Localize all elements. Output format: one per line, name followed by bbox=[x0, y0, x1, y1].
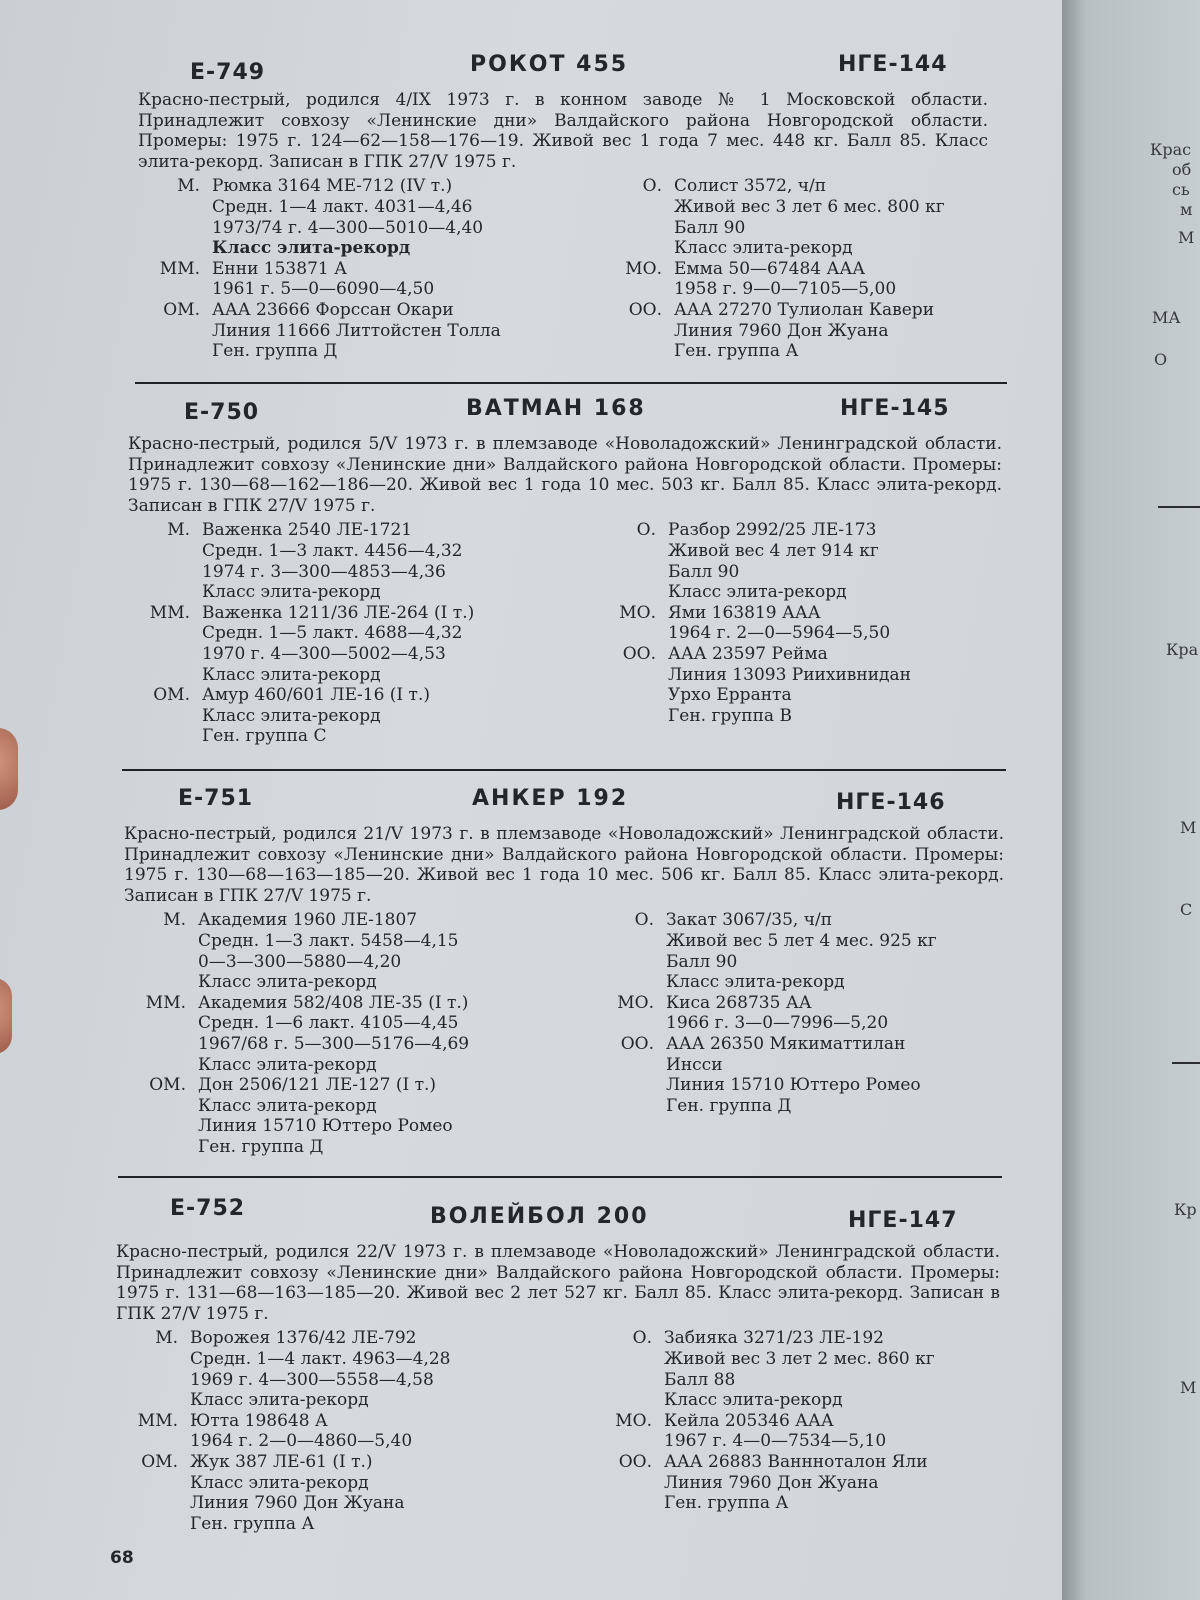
entry-e752 bbox=[116, 1196, 1002, 1543]
entry-e750 bbox=[128, 396, 1004, 745]
pedigree-oo: ОО. ААА 27270 Тулиолан Кавери Линия 7960 Дон Жуана Ген. группа А bbox=[628, 299, 935, 362]
pedigree-sire-side bbox=[590, 1328, 1000, 1513]
pedigree-mo: МО. Кейла 205346 ААА 1967 г. 4—0—7534—5,10 bbox=[615, 1410, 887, 1452]
facing-rule bbox=[1172, 1062, 1200, 1064]
pedigree-m: М. Ворожея 1376/42 ЛЕ-792 Средн. 1—4 лакт. 4963—4,28 1969 г. 4—300—5558—4,58 Класс элита-рекорд bbox=[155, 1328, 451, 1411]
pedigree-sire-side bbox=[600, 176, 1000, 361]
pedigree-mo: МО. Емма 50—67484 ААА 1958 г. 9—0—7105—5,00 bbox=[625, 258, 897, 300]
pedigree-mo: МО. Ями 163819 ААА 1964 г. 2—0—5964—5,50 bbox=[619, 602, 891, 644]
facing-text-fragment: С bbox=[1180, 900, 1193, 919]
entry-name: ВОЛЕЙБОЛ 200 bbox=[430, 1204, 649, 1229]
entry-description: Красно-пестрый, родился 22/V 1973 г. в племзаводе «Новоладожский» Ленинградской области. Принадлежит совхозу «Ленинские дни» Валдайского района Новгородской области. Промеры: 1975 г. 131—68—163—185—20. Живой вес 2 лет 527 кг. Балл 85. Класс элита-рекорд. Записан в ГПК 27/V 1975 г. bbox=[116, 1242, 1000, 1324]
pedigree-mm: ММ. Енни 153871 А 1961 г. 5—0—6090—4,50 bbox=[159, 258, 435, 300]
finger bbox=[0, 728, 18, 810]
entry-code: Е-751 bbox=[178, 786, 254, 811]
entry-header bbox=[128, 396, 1004, 434]
pedigree-om: ОМ. Дон 2506/121 ЛЕ-127 (I т.) Класс элита-рекорд Линия 15710 Юттеро Ромео Ген. группа Д bbox=[149, 1075, 453, 1157]
facing-text-fragment: М bbox=[1178, 228, 1195, 247]
finger bbox=[0, 978, 12, 1054]
pedigree-o: О. Закат 3067/35, ч/п Живой вес 5 лет 4 мес. 925 кг Балл 90 Класс элита-рекорд bbox=[634, 910, 937, 993]
facing-text-fragment: об bbox=[1172, 160, 1192, 179]
pedigree-o: О. Разбор 2992/25 ЛЕ-173 Живой вес 4 лет 914 кг Балл 90 Класс элита-рекорд bbox=[636, 520, 879, 603]
entry-code: Е-752 bbox=[170, 1196, 246, 1221]
pedigree bbox=[128, 520, 1004, 745]
facing-rule bbox=[1158, 506, 1200, 508]
entry-header bbox=[138, 52, 1008, 90]
facing-text-fragment: сь bbox=[1172, 180, 1190, 199]
entry-e751 bbox=[124, 786, 1004, 1160]
entry-header bbox=[116, 1196, 1002, 1234]
pedigree-mm: ММ. Важенка 1211/36 ЛЕ-264 (I т.) Средн. 1—5 лакт. 4688—4,32 1970 г. 4—300—5002—4,53 Класс элита-рекорд bbox=[149, 602, 475, 685]
pedigree-om: ОМ. Жук 387 ЛЕ-61 (I т.) Класс элита-рекорд Линия 7960 Дон Жуана Ген. группа А bbox=[141, 1451, 405, 1534]
pedigree-om: ОМ. Амур 460/601 ЛЕ-16 (I т.) Класс элита-рекорд Ген. группа С bbox=[153, 685, 430, 747]
entry-separator bbox=[118, 1176, 1002, 1178]
entry-code: Е-750 bbox=[184, 400, 260, 425]
pedigree-om: ОМ. ААА 23666 Форссан Окари Линия 11666 Литтойстен Толла Ген. группа Д bbox=[163, 299, 501, 362]
entry-herdbook: НГЕ-147 bbox=[848, 1208, 958, 1233]
facing-text-fragment: Крас bbox=[1150, 140, 1192, 159]
pedigree-oo: ОО. ААА 23597 Реймa Линия 13093 Рииxивнидан Урхо Ерранта Ген. группа В bbox=[622, 643, 911, 726]
pedigree bbox=[138, 176, 1008, 362]
entry-name: ВАТМАН 168 bbox=[466, 396, 646, 421]
facing-page-edge bbox=[1062, 0, 1200, 1600]
entry-separator bbox=[135, 382, 1007, 384]
pedigree-sire-side bbox=[592, 910, 996, 1116]
entry-code: Е-749 bbox=[190, 60, 266, 85]
entry-header bbox=[124, 786, 1004, 824]
pedigree-sire-side bbox=[594, 520, 998, 726]
pedigree-oo: ОО. ААА 26350 Мякиматтилан Инсси Линия 15710 Юттеро Ромео Ген. группа Д bbox=[620, 1033, 921, 1116]
entry-name: РОКОТ 455 bbox=[470, 52, 629, 77]
pedigree-m: М. Академия 1960 ЛЕ-1807 Средн. 1—3 лакт. 5458—4,15 0—3—300—5880—4,20 Класс элита-рекорд bbox=[163, 910, 459, 993]
pedigree-dam-side bbox=[138, 176, 598, 361]
facing-text-fragment: М bbox=[1180, 818, 1197, 837]
pedigree-mm: ММ. Ютта 198648 А 1964 г. 2—0—4860—5,40 bbox=[137, 1410, 413, 1452]
pedigree-dam-side bbox=[124, 910, 594, 1157]
entry-herdbook: НГЕ-144 bbox=[838, 52, 948, 77]
facing-text-fragment: О bbox=[1154, 350, 1168, 369]
pedigree bbox=[124, 910, 1004, 1160]
entry-e749 bbox=[138, 52, 1008, 362]
pedigree-mm: ММ. Академия 582/408 ЛЕ-35 (I т.) Средн. 1—6 лакт. 4105—4,45 1967/68 г. 5—300—5176—4,69 Класс элита-рекорд bbox=[145, 992, 470, 1075]
facing-text-fragment: М bbox=[1180, 1378, 1197, 1397]
entry-herdbook: НГЕ-145 bbox=[840, 396, 950, 421]
pedigree-dam-side bbox=[116, 1328, 586, 1534]
entry-herdbook: НГЕ-146 bbox=[836, 790, 946, 815]
pedigree-m: М. Важенка 2540 ЛЕ-1721 Средн. 1—3 лакт. 4456—4,32 1974 г. 3—300—4853—4,36 Класс элита-рекорд bbox=[167, 520, 463, 603]
pedigree bbox=[116, 1328, 1002, 1543]
facing-text-fragment: Кра bbox=[1166, 640, 1199, 659]
entry-description: Красно-пестрый, родился 5/V 1973 г. в племзаводе «Новоладожский» Ленинградской области. Принадлежит совхозу «Ленинские дни» Валдайского района Новгородской области. Промеры: 1975 г. 130—68—162—186—20. Живой вес 1 года 10 мес. 503 кг. Балл 85. Класс элита-рекорд. Записан в ГПК 27/V 1975 г. bbox=[128, 434, 1002, 516]
pedigree-mo: МО. Киса 268735 АА 1966 г. 3—0—7996—5,20 bbox=[617, 992, 889, 1034]
entry-separator bbox=[122, 769, 1006, 771]
page-number: 68 bbox=[110, 1548, 134, 1568]
pedigree-o: О. Солист 3572, ч/п Живой вес 3 лет 6 мес. 800 кг Балл 90 Класс элита-рекорд bbox=[642, 176, 945, 259]
pedigree-oo: ОО. ААА 26883 Ваннноталон Яли Линия 7960 Дон Жуана Ген. группа А bbox=[618, 1451, 928, 1514]
entry-name: АНКЕР 192 bbox=[472, 786, 629, 811]
entry-description: Красно-пестрый, родился 21/V 1973 г. в племзаводе «Новоладожский» Ленинградской области. Принадлежит совхозу «Ленинские дни» Валдайского района Новгородской области. Промеры: 1975 г. 130—68—163—185—20. Живой вес 1 года 10 мес. 506 кг. Балл 85. Класс элита-рекорд. Записан в ГПК 27/V 1975 г. bbox=[124, 824, 1004, 906]
facing-text-fragment: Кр bbox=[1174, 1200, 1197, 1219]
facing-text-fragment: м bbox=[1180, 200, 1193, 219]
pedigree-m: М. Рюмка 3164 МЕ-712 (IV т.) Средн. 1—4 лакт. 4031—4,46 1973/74 г. 4—300—5010—4,40 Класс элита-рекорд bbox=[177, 176, 484, 259]
facing-text-fragment: МА bbox=[1152, 308, 1181, 327]
pedigree-dam-side bbox=[128, 520, 588, 747]
entry-description: Красно-пестрый, родился 4/IX 1973 г. в конном заводе № 1 Московской области. Принадлежит совхозу «Ленинские дни» Валдайского района Новгородской области. Промеры: 1975 г. 124—62—158—176—19. Живой вес 1 года 7 мес. 448 кг. Балл 85. Класс элита-рекорд. Записан в ГПК 27/V 1975 г. bbox=[138, 90, 988, 172]
pedigree-o: О. Забияка 3271/23 ЛЕ-192 Живой вес 3 лет 2 мес. 860 кг Балл 88 Класс элита-рекорд bbox=[632, 1328, 935, 1411]
